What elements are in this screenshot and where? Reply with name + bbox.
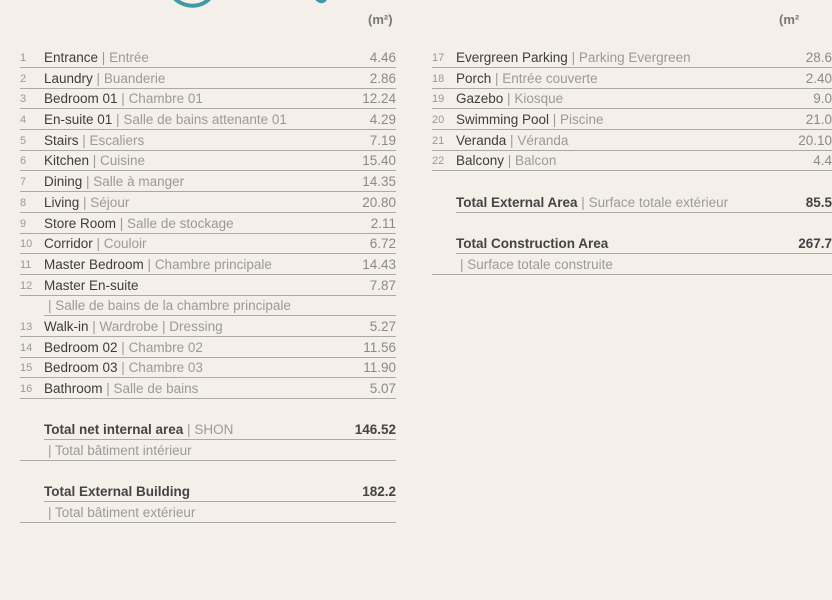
room-name-en: Master Bedroom (44, 256, 144, 272)
room-name-en: En-suite 01 (44, 112, 113, 128)
area-value: 11.56 (363, 339, 396, 355)
row-number: 11 (20, 258, 32, 271)
separator: | (78, 132, 90, 148)
table-row (432, 89, 832, 110)
separator: | (549, 112, 561, 128)
total-value: 146.52 (354, 422, 396, 438)
separator: | (92, 70, 104, 86)
row-label (44, 151, 145, 171)
room-name-fr: Salle de bains de la chambre principale (55, 298, 291, 314)
row-label (44, 317, 223, 337)
room-name-en: Bedroom 01 (44, 91, 118, 107)
row-divider (456, 212, 832, 213)
area-value: 4.46 (369, 50, 396, 65)
area-value: 7.19 (369, 132, 396, 148)
room-name-en: Balcony (456, 153, 505, 169)
table-row (20, 151, 396, 172)
row-label (44, 214, 234, 234)
separator: | (504, 153, 516, 169)
separator: | (577, 194, 589, 210)
separator: | (117, 339, 129, 355)
room-name-fr: Kiosque (514, 91, 564, 107)
separator: | (117, 91, 129, 107)
row-number: 15 (20, 362, 33, 375)
table-row (432, 110, 832, 131)
row-label (44, 358, 203, 378)
room-name-en: Entrance (44, 50, 99, 65)
total-name-fr: Total bâtiment intérieur (55, 443, 192, 459)
total-value: 182.2 (362, 484, 396, 500)
area-value: 14.43 (362, 256, 396, 272)
row-label (44, 234, 147, 254)
table-row (20, 379, 396, 400)
room-name-fr: Salle de bains attenante 01 (123, 112, 287, 128)
room-name-en: Kitchen (44, 153, 90, 169)
row-divider (432, 170, 832, 171)
total-row-continuation (20, 441, 396, 462)
separator: | (117, 360, 129, 376)
separator: | (48, 443, 56, 459)
area-value: 2.86 (369, 70, 396, 86)
room-name-en: Bedroom 03 (44, 360, 118, 376)
row-number: 14 (20, 341, 33, 354)
area-value: 5.07 (369, 381, 396, 396)
room-name-en: Bathroom (44, 381, 103, 396)
row-divider (20, 460, 396, 461)
right-area-table (432, 48, 832, 276)
row-label (44, 89, 203, 109)
unit-label-left: (m²) (368, 12, 393, 27)
room-name-fr: Wardrobe | Dressing (99, 318, 223, 334)
area-value: 11.90 (363, 360, 396, 376)
table-row (20, 131, 396, 152)
total-name-fr: Total bâtiment extérieur (55, 505, 196, 521)
table-row (20, 358, 396, 379)
table-row (20, 317, 396, 338)
total-name-en: Total Construction Area (456, 236, 609, 252)
table-row (432, 69, 832, 90)
room-name-fr: Salle de stockage (127, 215, 234, 231)
room-name-fr: Chambre 03 (128, 360, 203, 376)
separator: | (143, 256, 155, 272)
table-row (20, 110, 396, 131)
row-number: 17 (432, 52, 445, 64)
room-name-fr: Véranda (517, 132, 569, 148)
row-number: 4 (20, 114, 27, 127)
room-name-fr: Chambre 02 (128, 339, 203, 355)
total-label-fr (48, 441, 192, 461)
table-row (20, 234, 396, 255)
room-name-en: Stairs (44, 132, 79, 148)
separator: | (116, 215, 128, 231)
row-number: 22 (432, 155, 445, 168)
total-row (432, 193, 832, 214)
area-value: 6.72 (369, 236, 396, 252)
row-label (44, 69, 165, 89)
script-heading-fragment (160, 0, 360, 10)
separator: | (460, 256, 468, 272)
table-row (20, 193, 396, 214)
total-value: 267.7 (798, 236, 832, 252)
room-name-fr: Séjour (90, 194, 130, 210)
room-name-fr: Entrée (109, 50, 149, 65)
room-name-en: Walk-in (44, 318, 89, 334)
row-label (44, 255, 272, 275)
total-name-fr: Surface totale extérieur (588, 194, 729, 210)
row-label (44, 276, 139, 296)
row-number: 3 (20, 93, 27, 106)
total-name-fr: Surface totale construite (467, 256, 613, 272)
total-label-fr (48, 503, 195, 523)
separator: | (98, 50, 110, 65)
total-row-continuation (20, 503, 396, 524)
room-name-en: Dining (44, 174, 83, 190)
area-value: 15.40 (362, 153, 396, 169)
row-number: 13 (20, 320, 33, 333)
separator: | (48, 298, 56, 314)
row-divider (432, 274, 832, 275)
separator: | (112, 112, 124, 128)
room-name-en: Living (44, 194, 80, 210)
total-label-fr (460, 255, 613, 275)
separator: | (79, 194, 91, 210)
separator: | (567, 50, 579, 65)
table-row (20, 214, 396, 235)
separator: | (82, 174, 94, 190)
area-value: 28.6 (805, 50, 832, 65)
area-value: 4.29 (369, 112, 396, 128)
table-row (20, 276, 396, 297)
room-name-fr: Buanderie (103, 70, 166, 86)
table-row (20, 48, 396, 69)
room-name-en: Store Room (44, 215, 117, 231)
total-row-continuation (432, 255, 832, 276)
separator: | (491, 70, 503, 86)
separator: | (89, 153, 101, 169)
room-name-en: Bedroom 02 (44, 339, 118, 355)
total-row (20, 482, 396, 503)
area-value: 21.0 (805, 112, 832, 128)
row-number: 21 (432, 134, 445, 147)
row-label (456, 48, 691, 68)
room-name-fr: Parking Evergreen (578, 50, 691, 65)
row-number: 19 (432, 93, 445, 106)
row-number: 7 (20, 176, 27, 189)
table-row (20, 338, 396, 359)
room-name-en: Veranda (456, 132, 507, 148)
row-number: 5 (20, 134, 27, 147)
total-name-en: Total External Area (456, 194, 578, 210)
row-label (44, 338, 203, 358)
total-row (432, 234, 832, 255)
table-row (432, 48, 832, 69)
area-value: 14.35 (362, 174, 396, 190)
total-name-fr: SHON (194, 422, 234, 438)
area-value: 2.40 (805, 70, 832, 86)
total-label (456, 193, 728, 213)
room-name-fr: Cuisine (100, 153, 146, 169)
area-value: 7.87 (369, 277, 396, 293)
row-number: 12 (20, 279, 33, 292)
separator: | (183, 422, 195, 438)
row-label (456, 151, 556, 171)
row-label (44, 48, 149, 68)
total-value: 85.5 (805, 194, 832, 210)
row-number: 20 (432, 114, 445, 127)
room-name-fr: Chambre 01 (128, 91, 203, 107)
row-label (44, 131, 144, 151)
room-name-fr: Chambre principale (154, 256, 272, 272)
unit-label-right: (m² (779, 12, 800, 27)
total-label (44, 482, 190, 502)
room-name-fr: Piscine (560, 112, 604, 128)
row-label (48, 296, 291, 316)
area-value: 20.10 (798, 132, 832, 148)
total-label (456, 234, 608, 254)
row-label (456, 89, 563, 109)
row-number: 18 (432, 72, 445, 85)
row-label (456, 131, 568, 151)
room-name-en: Master En-suite (44, 277, 139, 293)
table-row (432, 151, 832, 172)
room-name-fr: Couloir (103, 236, 147, 252)
table-row (20, 296, 396, 317)
row-label (44, 172, 184, 192)
row-number: 1 (20, 52, 27, 64)
row-divider (20, 522, 396, 523)
row-number: 6 (20, 155, 27, 168)
area-value: 9.0 (813, 91, 832, 107)
row-label (456, 110, 604, 130)
row-number: 10 (20, 238, 33, 251)
left-area-table (20, 48, 396, 524)
room-name-en: Swimming Pool (456, 112, 550, 128)
total-row (20, 420, 396, 441)
room-name-fr: Salle à manger (93, 174, 185, 190)
row-number: 2 (20, 72, 27, 85)
room-name-fr: Escaliers (89, 132, 145, 148)
separator: | (503, 91, 515, 107)
separator: | (506, 132, 518, 148)
total-label (44, 420, 233, 440)
table-row (20, 69, 396, 90)
room-name-en: Evergreen Parking (456, 50, 568, 65)
room-name-fr: Entrée couverte (502, 70, 598, 86)
room-name-en: Corridor (44, 236, 93, 252)
separator: | (102, 381, 114, 396)
area-value: 4.4 (813, 153, 832, 169)
table-row (432, 131, 832, 152)
spacer (432, 214, 832, 235)
spacer (20, 462, 396, 483)
row-number: 16 (20, 383, 33, 395)
separator: | (92, 236, 104, 252)
room-name-en: Laundry (44, 70, 93, 86)
table-row (20, 255, 396, 276)
separator: | (88, 318, 100, 334)
row-number: 8 (20, 196, 27, 209)
table-row (20, 172, 396, 193)
area-value: 12.24 (362, 91, 396, 107)
room-name-fr: Balcon (515, 153, 557, 169)
room-name-fr: Salle de bains (113, 381, 199, 396)
row-label (44, 110, 287, 130)
row-number: 9 (20, 217, 27, 230)
room-name-en: Gazebo (456, 91, 504, 107)
row-label (44, 379, 198, 399)
row-label (44, 193, 129, 213)
row-label (456, 69, 598, 89)
total-name-en: Total External Building (44, 484, 191, 500)
separator: | (48, 505, 56, 521)
spacer (20, 400, 396, 421)
total-name-en: Total net internal area (44, 422, 184, 438)
area-value: 20.80 (362, 194, 396, 210)
room-name-en: Porch (456, 70, 492, 86)
area-value: 5.27 (369, 318, 396, 334)
row-divider (20, 398, 396, 399)
table-row (20, 89, 396, 110)
spacer (432, 172, 832, 193)
area-value: 2.11 (370, 215, 396, 231)
